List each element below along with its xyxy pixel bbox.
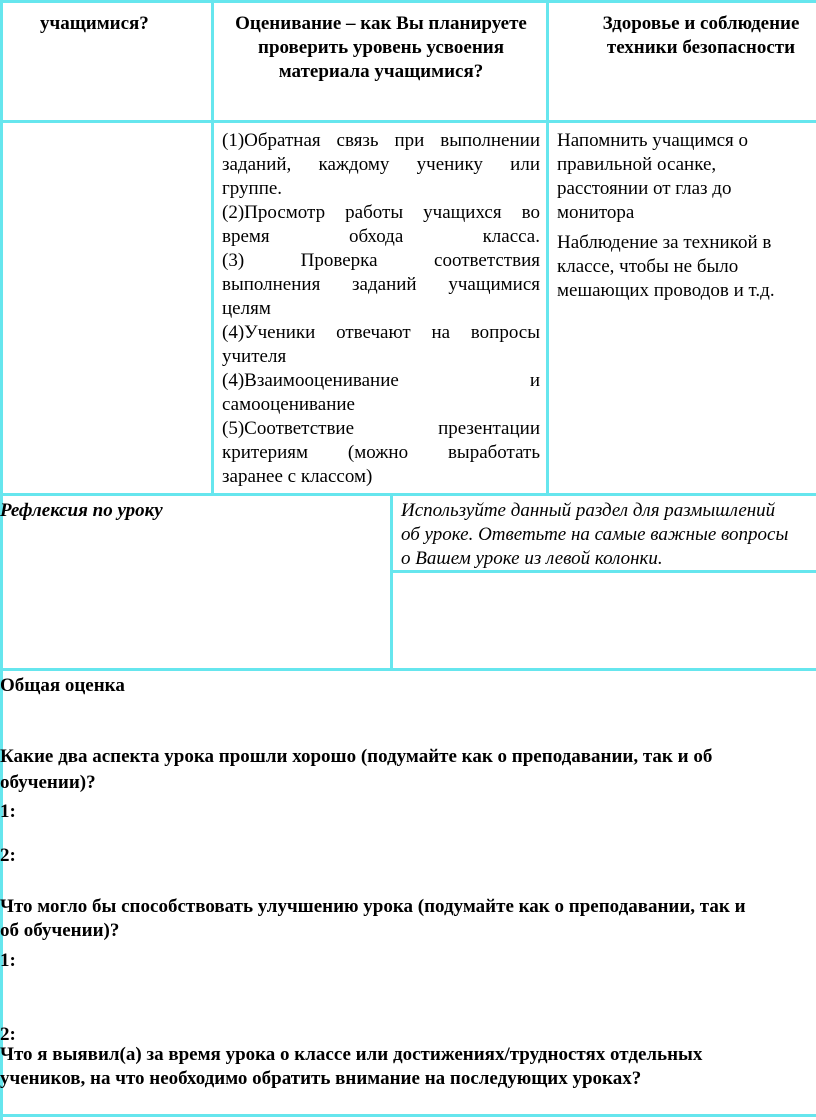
- page-border-bottom: [0, 1114, 816, 1117]
- reflection-hint-line: Используйте данный раздел для размышлений: [401, 500, 776, 521]
- assessment-line: (5)Соответствие презентации: [222, 418, 540, 439]
- table-border-header-bottom: [0, 120, 816, 123]
- assessment-line: критериям (можно выработать: [222, 442, 540, 463]
- assessment-line: целям: [222, 298, 271, 319]
- assessment-line: (4)Взаимооценивание и: [222, 370, 540, 391]
- question-3-line: учеников, на что необходимо обратить внимание на последующих уроках?: [0, 1068, 642, 1089]
- reflection-hint-line: об уроке. Ответьте на самые важные вопросы: [401, 524, 789, 545]
- assessment-line: самооценивание: [222, 394, 355, 415]
- question-2-item-1: 1:: [0, 950, 16, 971]
- reflection-hint-line: о Вашем уроке из левой колонки.: [401, 548, 663, 569]
- header-safety: Здоровье и соблюдение техники безопасности: [602, 13, 800, 58]
- question-2-line: Что могло бы способствовать улучшению урока (подумайте как о преподавании, так и: [0, 896, 746, 917]
- reflection-border-mid: [390, 493, 393, 670]
- header-students: учащимися?: [40, 13, 149, 34]
- question-1-item-1: 1:: [0, 801, 16, 822]
- assessment-line: группе.: [222, 178, 283, 199]
- assessment-line: заранее с классом): [222, 466, 373, 487]
- table-border-col1: [211, 0, 214, 495]
- assessment-line: выполнения заданий учащимися: [222, 274, 540, 295]
- assessment-cell: [222, 129, 540, 489]
- question-1-item-2: 2:: [0, 845, 16, 866]
- assessment-line: (2)Просмотр работы учащихся во: [222, 202, 540, 223]
- question-1-line: обучении)?: [0, 772, 96, 793]
- assessment-line: время обхода класса.: [222, 226, 540, 247]
- table-border-row-bottom: [0, 493, 816, 496]
- question-1-line: Какие два аспекта урока прошли хорошо (подумайте как о преподавании, так и об: [0, 746, 713, 767]
- table-border-top: [0, 0, 816, 3]
- assessment-line: учителя: [222, 346, 287, 367]
- table-border-left-header: [0, 0, 3, 495]
- assessment-line: (1)Обратная связь при выполнении: [222, 130, 540, 151]
- assessment-line: (4)Ученики отвечают на вопросы: [222, 322, 540, 343]
- assessment-line: заданий, каждому ученику или: [222, 154, 540, 175]
- summary-title: Общая оценка: [0, 675, 125, 696]
- reflection-label: Рефлексия по уроку: [0, 500, 163, 521]
- question-2-item-2: 2:: [0, 1024, 16, 1045]
- assessment-line: (3) Проверка соответствия: [222, 250, 540, 271]
- header-assessment: Оценивание – как Вы планируете проверить уровень усвоения материала учащимися?: [235, 13, 527, 82]
- safety-paragraph: Напомнить учащимся о правильной осанке, расстоянии от глаз до монитора: [557, 130, 749, 223]
- safety-paragraph: Наблюдение за техникой в классе, чтобы не было мешающих проводов и т.д.: [557, 232, 775, 301]
- question-3-line: Что я выявил(а) за время урока о классе или достижениях/трудностях отдельных: [0, 1044, 703, 1065]
- reflection-hint: [401, 499, 816, 571]
- safety-cell: [557, 129, 812, 303]
- table-border-col2: [546, 0, 549, 495]
- reflection-border-bottom: [0, 668, 816, 671]
- question-2-line: об обучении)?: [0, 920, 120, 941]
